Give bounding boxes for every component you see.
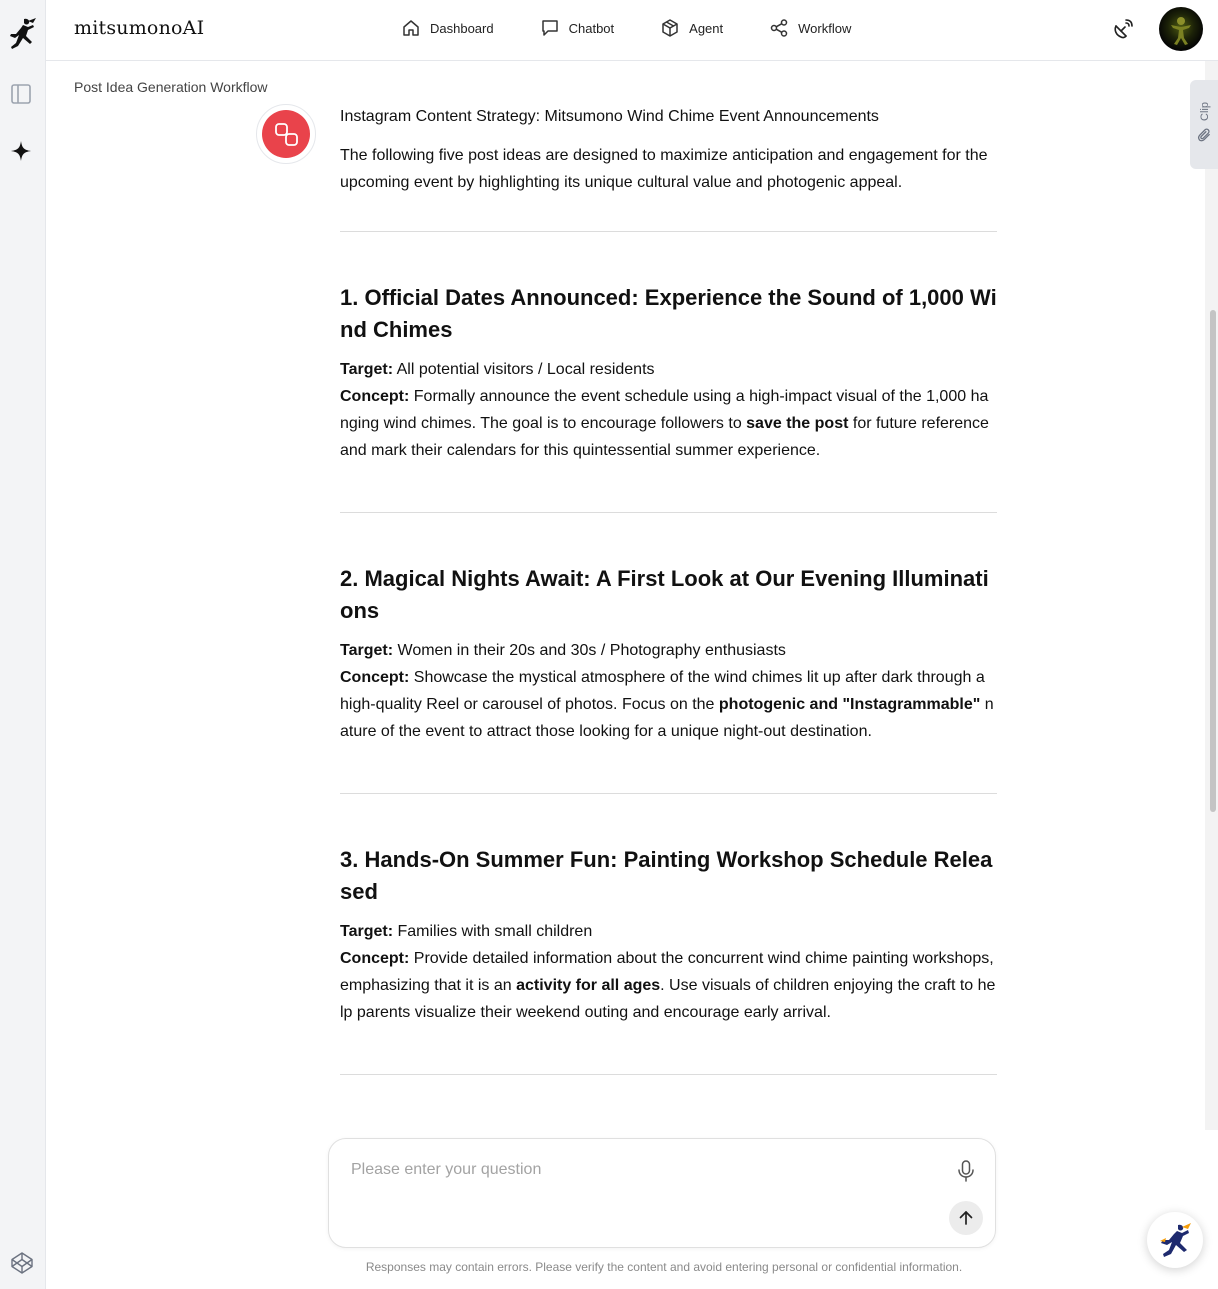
nav-item-agent[interactable] [660, 18, 723, 38]
nav-label: Chatbot [568, 20, 615, 36]
idea-concept [340, 383, 997, 464]
divider [340, 1074, 997, 1075]
microphone-icon[interactable] [955, 1159, 977, 1183]
question-composer [328, 1138, 996, 1248]
target-label: Target: [340, 642, 394, 659]
share-nodes-icon [769, 18, 789, 38]
cube-icon [660, 18, 680, 38]
nav-label: Agent [689, 20, 724, 36]
idea-block [340, 844, 997, 1026]
message-title: Instagram Content Strategy: Mitsumono Wind Chime Event Announcements [340, 108, 879, 125]
scrollbar-thumb[interactable] [1210, 310, 1216, 812]
clip-tab[interactable] [1190, 80, 1218, 169]
sparkle-icon[interactable] [10, 140, 32, 162]
idea-block [340, 563, 997, 745]
user-avatar[interactable] [1159, 7, 1203, 51]
satellite-dish-icon[interactable] [1112, 18, 1134, 40]
concept-text: nature of the event to attract those looking for a unique night-out destination. [340, 696, 994, 740]
question-input[interactable] [351, 1161, 931, 1179]
codepen-icon[interactable] [10, 1251, 34, 1275]
concept-label: Concept: [340, 388, 410, 405]
idea-block [340, 282, 997, 464]
paperclip-icon [1197, 128, 1212, 143]
left-rail [0, 0, 46, 1289]
bot-avatar [256, 104, 316, 164]
idea-title: 2. Magical Nights Await: A First Look at Our Evening Illuminations [340, 566, 989, 623]
idea-concept [340, 664, 997, 745]
message-intro: The following five post ideas are designed to maximize anticipation and engagement for the upcoming event by highlighting its unique cultural value and photogenic appeal. [340, 147, 988, 191]
concept-emphasis: save the post [746, 415, 849, 432]
main-nav [401, 18, 897, 38]
target-value: Women in their 20s and 30s / Photography enthusiasts [397, 642, 786, 659]
bot-message [340, 106, 997, 1130]
concept-text: Formally announce the event schedule using a high-impact visual of the 1,000 hanging wind chimes. The goal is to encourage followers to [340, 388, 989, 432]
chat-bubble-icon [540, 18, 560, 38]
ninja-mascot-icon [1157, 1221, 1195, 1259]
idea-title: 3. Hands-On Summer Fun: Painting Workshop Schedule Released [340, 847, 993, 904]
concept-emphasis: photogenic and "Instagrammable" [718, 696, 981, 713]
ninja-logo-icon[interactable] [6, 16, 38, 52]
workflow-nodes-icon [274, 122, 300, 148]
idea-concept [340, 945, 997, 1026]
brand-name[interactable]: mitsumonoAI [74, 17, 205, 39]
concept-text: Provide detailed information about the concurrent wind chime painting workshops, emphasizing that it is an [340, 950, 994, 994]
concept-label: Concept: [340, 669, 410, 686]
home-icon [401, 18, 421, 38]
concept-text: for future reference and mark their calendars for this quintessential summer experience. [340, 415, 989, 459]
clip-label: Clip [1199, 102, 1211, 121]
concept-text: Showcase the mystical atmosphere of the wind chimes lit up after dark through a high-quality Reel or carousel of photos. Focus on the [340, 669, 985, 713]
disclaimer-text: Responses may contain errors. Please verify the content and avoid entering personal or confidential information. [365, 1260, 963, 1274]
nav-label: Workflow [798, 20, 852, 36]
concept-label: Concept: [340, 950, 410, 967]
idea-target [340, 637, 997, 664]
breadcrumb: Post Idea Generation Workflow [74, 79, 268, 95]
arrow-up-icon [957, 1209, 975, 1227]
send-button[interactable] [949, 1201, 983, 1235]
floating-assistant-button[interactable] [1147, 1212, 1203, 1268]
idea-target [340, 356, 997, 383]
concept-text: . Use visuals of children enjoying the craft to help parents visualize their weekend outing and encourage early arrival. [340, 977, 996, 1021]
target-label: Target: [340, 361, 394, 378]
nav-label: Dashboard [430, 20, 494, 36]
nav-item-chatbot[interactable] [540, 18, 615, 38]
divider [340, 512, 997, 513]
top-header [46, 0, 1218, 61]
divider [340, 793, 997, 794]
idea-target [340, 918, 997, 945]
target-value: All potential visitors / Local residents [396, 361, 655, 378]
sidebar-toggle-icon[interactable] [10, 83, 32, 105]
target-label: Target: [340, 923, 394, 940]
divider [340, 231, 997, 232]
nav-item-workflow[interactable] [769, 18, 851, 38]
idea-title: 1. Official Dates Announced: Experience the Sound of 1,000 Wind Chimes [340, 285, 997, 342]
target-value: Families with small children [397, 923, 593, 940]
concept-emphasis: activity for all ages [516, 977, 661, 994]
nav-item-dashboard[interactable] [401, 18, 494, 38]
avatar-figure-icon [1159, 7, 1203, 51]
